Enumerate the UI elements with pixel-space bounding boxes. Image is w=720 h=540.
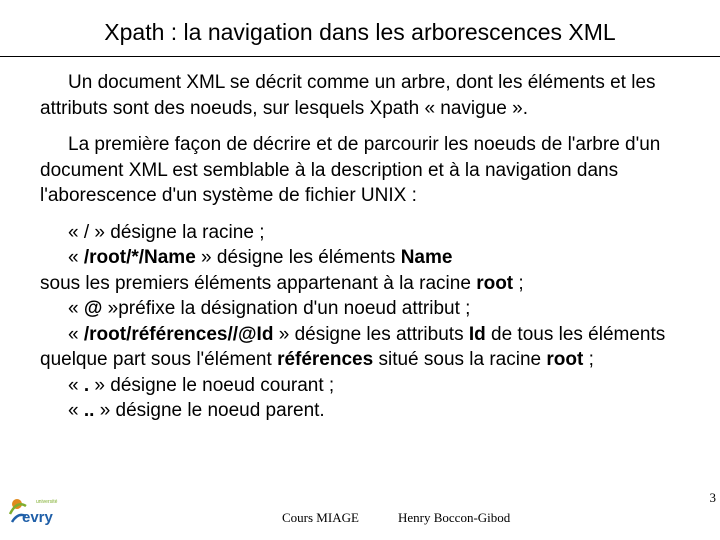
unix-analogy-paragraph: La première façon de décrire et de parcourir les noeuds de l'arbre d'un document XML est semblable à la description et à la navigation dans l'aborescence d'un système de fichier UNIX : (40, 134, 661, 206)
intro-paragraph: Un document XML se décrit comme un arbre, dont les éléments et les attributs sont des noeuds, sur lesquels Xpath « navigue ». (40, 72, 656, 119)
slide-body (40, 70, 712, 424)
item-all-children: « /root/*/Name » désigne les éléments Name sous les premiers éléments appartenant à la racine root ; (40, 247, 524, 294)
item-attribute-path: « /root/références//@Id » désigne les attributs Id de tous les éléments quelque part sous l'élément références situé sous la racine root ; (40, 323, 666, 370)
university-logo (6, 492, 62, 532)
item-root: « / » désigne la racine ; (68, 221, 265, 243)
item-current-node: « . » désigne le noeud courant ; (68, 374, 335, 396)
item-attribute-prefix: « @ »préfixe la désignation d'un noeud attribut ; (68, 298, 471, 319)
title-divider (0, 56, 720, 57)
page-number: 3 (709, 490, 716, 505)
xpath-examples (40, 220, 712, 424)
footer-course: Cours MIAGE (282, 510, 359, 525)
logo-text: evry (22, 509, 53, 526)
slide-title: Xpath : la navigation dans les arborescences XML (104, 19, 616, 45)
item-parent-node: « .. » désigne le noeud parent. (68, 400, 325, 421)
footer-author: Henry Boccon-Gibod (398, 510, 511, 525)
logo-top-text: université (36, 499, 58, 505)
